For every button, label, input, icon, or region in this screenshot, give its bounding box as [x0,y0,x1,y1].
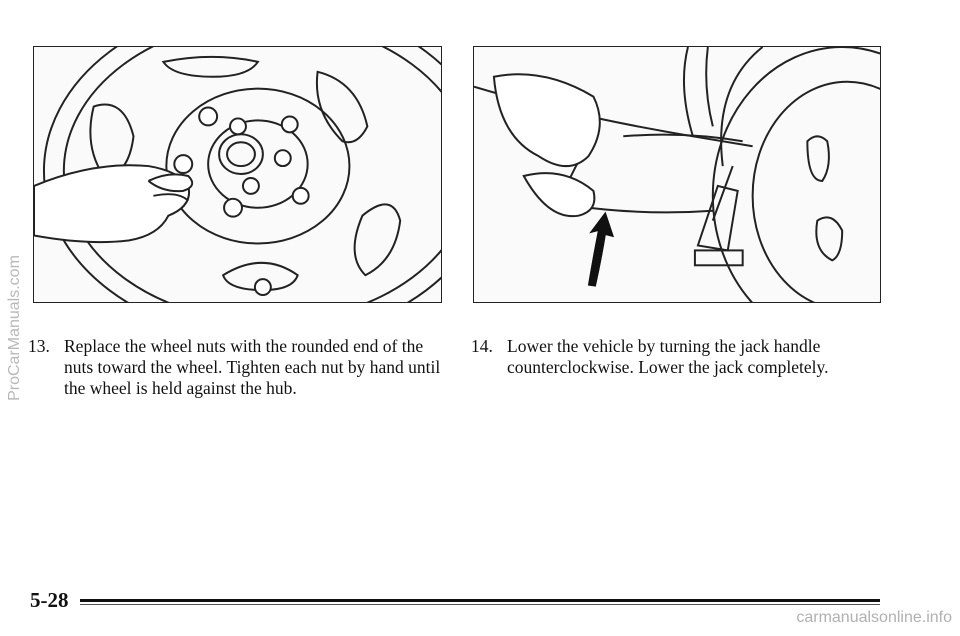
watermark-vertical [3,228,27,428]
step-text: Replace the wheel nuts with the rounded end of the nuts toward the wheel. Tighten each nut by hand until the wheel is held against the hub. [64,336,441,398]
footer-rule-thin [80,604,880,605]
step-text: Lower the vehicle by turning the jack handle counterclockwise. Lower the jack completely. [507,336,829,377]
jack-lowering-illustration [473,46,881,303]
step-number: 14. [471,336,493,356]
step-number: 13. [28,336,50,356]
watermark-bottom: carmanualsonline.info [796,609,952,626]
wheel-nut-drawing [34,47,441,302]
wheel-nut-illustration [33,46,442,303]
footer-rule [80,599,880,602]
jack-drawing [474,47,880,302]
watermark-vertical-text: ProCarManuals.com [6,255,24,401]
page-number: 5-28 [30,588,69,612]
